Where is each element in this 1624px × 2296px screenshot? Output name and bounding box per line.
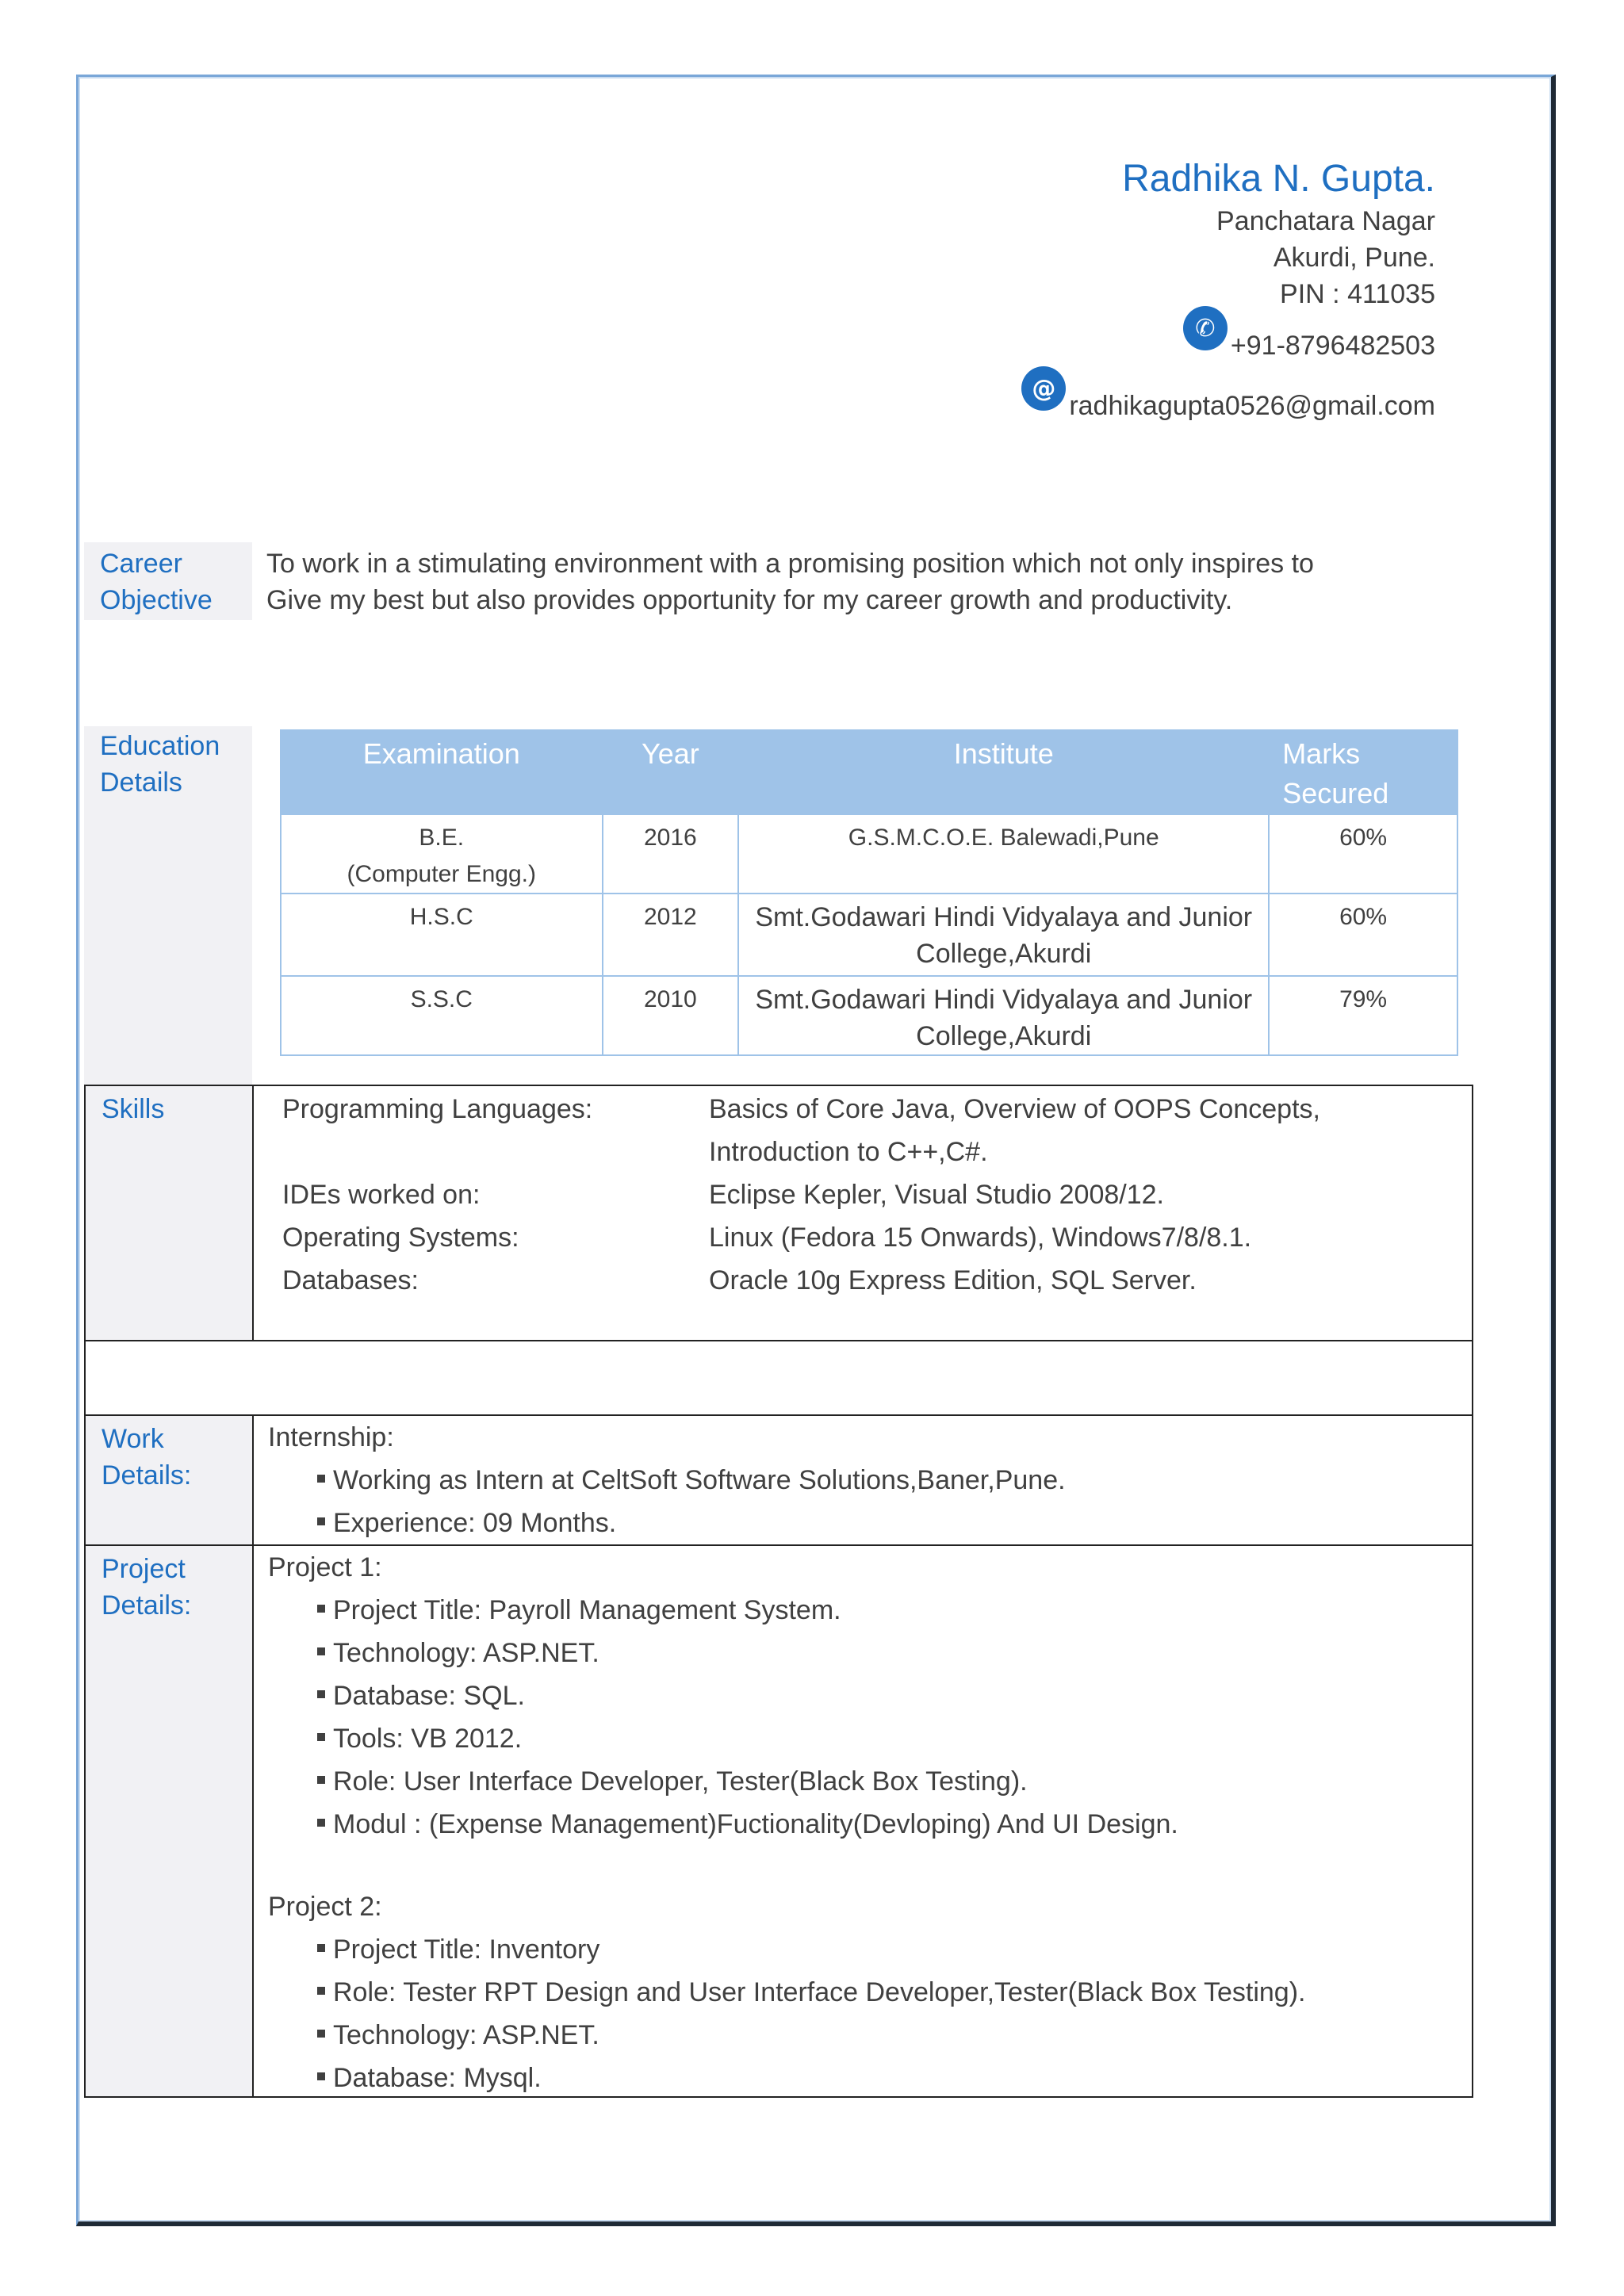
career-objective-text: To work in a stimulating environment with a promising position which not only inspires to Give my best but also provides opportunity for my career growth and productivity. [266,549,1314,615]
list-item: Project Title: Inventory [317,1928,599,1971]
list-item: Tools: VB 2012. [317,1717,522,1760]
cell-institute: Smt.Godawari Hindi Vidyalaya and Junior College,Akurdi [738,976,1269,1055]
cell-institute: Smt.Godawari Hindi Vidyalaya and Junior College,Akurdi [738,894,1269,976]
list-item: Modul : (Expense Management)Fuctionality(Devloping) And UI Design. [317,1803,1178,1846]
project-label-column [86,1546,254,2096]
list-item: Technology: ASP.NET. [317,2014,599,2057]
list-item: Role: User Interface Developer, Tester(Black Box Testing). [317,1760,1028,1803]
header-marks: Marks Secured [1269,730,1457,814]
skills-section [84,1085,1473,1341]
skill-value: Basics of Core Java, Overview of OOPS Concepts, [709,1094,1320,1124]
career-objective-label: Career Objective [100,549,213,615]
education-table [280,729,1458,1056]
skill-value: Oracle 10g Express Edition, SQL Server. [709,1265,1197,1295]
candidate-name: Radhika N. Gupta. [1122,158,1435,200]
education-table-header [281,730,1457,814]
project-1-heading: Project 1: [268,1552,382,1582]
at-icon: @ [1021,366,1066,411]
project-details-label: Project Details: [102,1554,192,1621]
table-row [281,814,1457,894]
header-year: Year [603,730,739,814]
skill-key: Databases: [282,1265,419,1295]
phone-icon: ✆ [1183,306,1228,350]
skills-label: Skills [102,1094,165,1124]
address-line-2: Akurdi, Pune. [1273,243,1435,273]
internship-heading: Internship: [268,1422,394,1452]
cell-marks: 60% [1269,894,1457,976]
table-row [281,894,1457,976]
project-2-heading: Project 2: [268,1892,382,1922]
cell-year: 2012 [603,894,739,976]
email-address[interactable]: radhikagupta0526@gmail.com [1069,391,1435,421]
address-line-1: Panchatara Nagar [1216,206,1435,236]
skill-key: Programming Languages: [282,1094,593,1124]
cell-year: 2010 [603,976,739,1055]
list-item: Project Title: Payroll Management System. [317,1589,841,1632]
cell-exam: H.S.C [281,894,603,976]
cell-marks: 60% [1269,814,1457,894]
header-institute: Institute [738,730,1269,814]
list-item: Role: Tester RPT Design and User Interface Developer,Tester(Black Box Testing). [317,1971,1305,2014]
work-details-label: Work Details: [102,1424,192,1490]
skill-value: Introduction to C++,C#. [709,1137,988,1167]
list-item: Experience: 09 Months. [317,1502,616,1544]
project-section [84,1544,1473,2098]
list-item: Database: Mysql. [317,2057,542,2099]
skill-value: Linux (Fedora 15 Onwards), Windows7/8/8.1. [709,1223,1252,1253]
skill-value: Eclipse Kepler, Visual Studio 2008/12. [709,1180,1164,1210]
work-section [84,1414,1473,1546]
empty-section [84,1340,1473,1416]
cell-marks: 79% [1269,976,1457,1055]
phone-row [1183,314,1435,362]
cell-year: 2016 [603,814,739,894]
contact-header [1122,155,1435,312]
skill-key: IDEs worked on: [282,1180,481,1210]
skill-key: Operating Systems: [282,1223,519,1253]
header-examination: Examination [281,730,603,814]
list-item: Technology: ASP.NET. [317,1632,599,1674]
email-row [1021,374,1435,422]
education-details-label: Education Details [100,731,220,798]
cell-institute: G.S.M.C.O.E. Balewadi,Pune [738,814,1269,894]
phone-number[interactable]: +91-8796482503 [1230,331,1435,361]
address-pin: PIN : 411035 [1280,279,1435,309]
cell-exam: B.E. (Computer Engg.) [281,814,603,894]
table-row [281,976,1457,1055]
list-item: Database: SQL. [317,1674,525,1717]
cell-exam: S.S.C [281,976,603,1055]
list-item: Working as Intern at CeltSoft Software Solutions,Baner,Pune. [317,1459,1066,1502]
